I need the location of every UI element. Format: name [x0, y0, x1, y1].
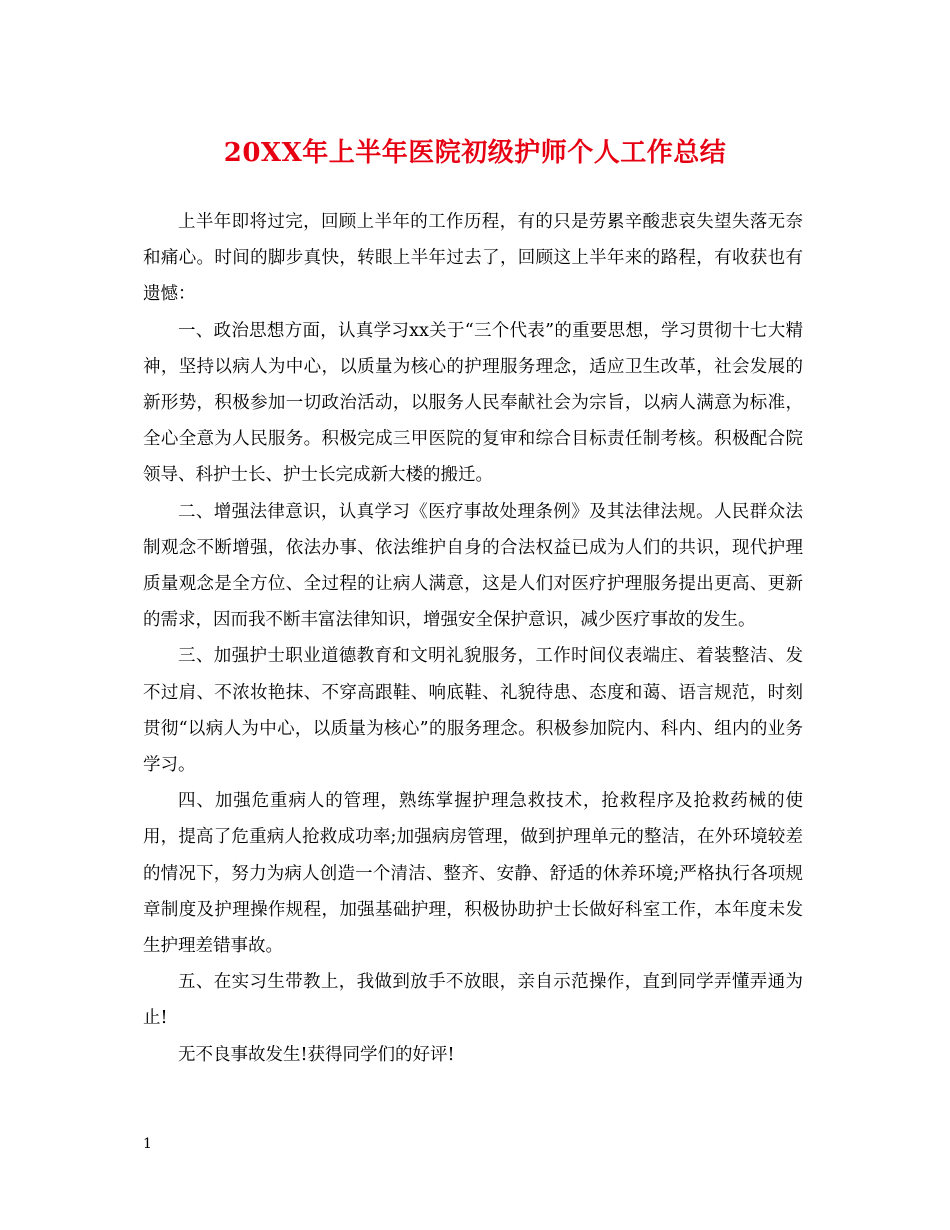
- page-number: 1: [143, 1136, 152, 1152]
- paragraph-politics: 一、政治思想方面，认真学习xx关于“三个代表”的重要思想，学习贯彻十七大精神，坚持以病人为中心，以质量为核心的护理服务理念，适应卫生改革，社会发展的新形势，积极参加一切政治活动，以服务人民奉献社会为宗旨，以病人满意为标准，全心全意为人民服务。积极完成三甲医院的复审和综合目标责任制考核。积极配合院领导、科护士长、护士长完成新大楼的搬迁。: [143, 320, 803, 486]
- document-body: [143, 204, 803, 1073]
- paragraph-intro: 上半年即将过完，回顾上半年的工作历程，有的只是劳累辛酸悲哀失望失落无奈和痛心。时间的脚步真快，转眼上半年过去了，回顾这上半年来的路程，有收获也有遗憾：: [143, 212, 803, 305]
- paragraph-critical-care: 四、加强危重病人的管理，熟练掌握护理急救技术，抢救程序及抢救药械的使用，提高了危重病人抢救成功率;加强病房管理，做到护理单元的整洁，在外环境较差的情况下，努力为病人创造一个清洁、整齐、安静、舒适的休养环境;严格执行各项规章制度及护理操作规程，加强基础护理，积极协助护士长做好科室工作，本年度未发生护理差错事故。: [143, 791, 803, 957]
- paragraph-closing: 无不良事故发生!获得同学们的好评!: [178, 1044, 455, 1065]
- paragraph-ethics: 三、加强护士职业道德教育和文明礼貌服务，工作时间仪表端庄、着装整洁、发不过肩、不浓妆艳抹、不穿高跟鞋、响底鞋、礼貌待患、态度和蔼、语言规范，时刻贯彻“以病人为中心，以质量为核心”的服务理念。积极参加院内、科内、组内的业务学习。: [143, 646, 803, 776]
- document-title: 20XX年上半年医院初级护师个人工作总结: [223, 138, 727, 168]
- paragraph-law: 二、增强法律意识，认真学习《医疗事故处理条例》及其法律法规。人民群众法制观念不断增强，依法办事、依法维护自身的合法权益已成为人们的共识，现代护理质量观念是全方位、全过程的让病人满意，这是人们对医疗护理服务提出更高、更新的需求，因而我不断丰富法律知识，增强安全保护意识，减少医疗事故的发生。: [143, 501, 803, 631]
- paragraph-teaching: 五、在实习生带教上，我做到放手不放眼，亲自示范操作，直到同学弄懂弄通为止!: [143, 972, 803, 1029]
